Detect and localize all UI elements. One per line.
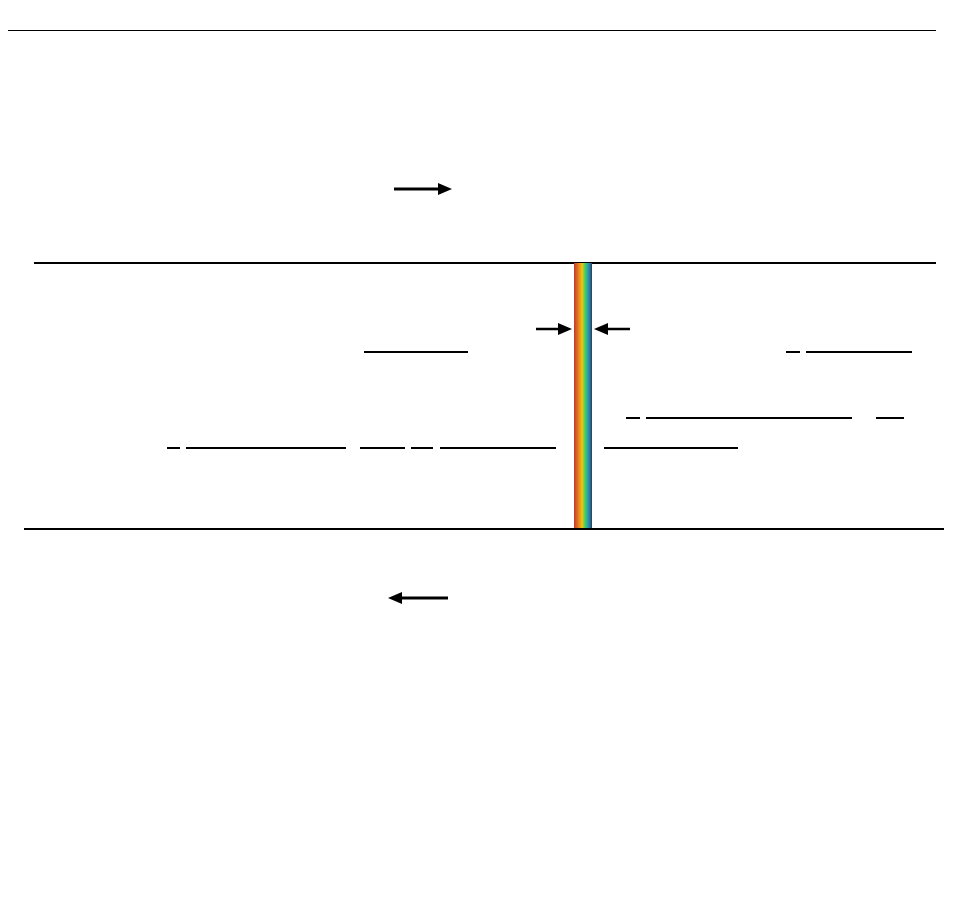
frequency-arrow bbox=[394, 183, 452, 195]
visible-spectrum-band bbox=[574, 263, 592, 529]
wavelength-arrow bbox=[388, 592, 448, 604]
